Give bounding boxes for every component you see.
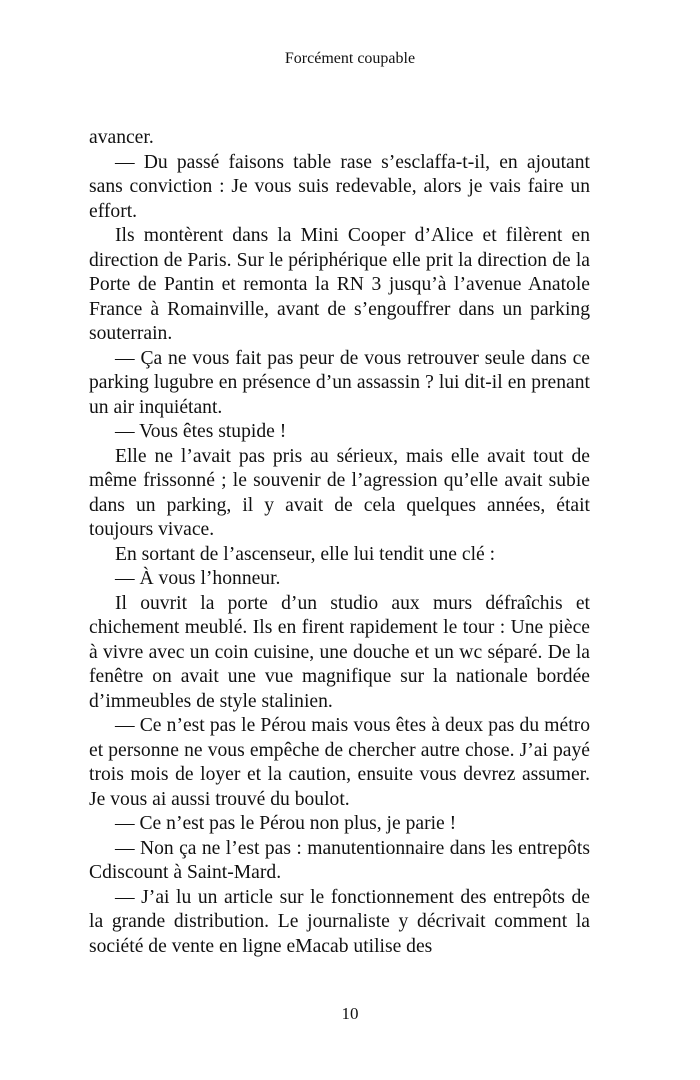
paragraph: — Vous êtes stupide !: [115, 421, 287, 442]
paragraph: — Du passé faisons table rase s’esclaffa-t-il, en ajoutant sans conviction : Je vous suis redevable, alors je vais faire un effort.: [89, 151, 590, 222]
paragraph: — J’ai lu un article sur le fonctionnement des entrepôts de la grande distribution. Le journaliste y décrivait comment la société de vente en ligne eMacab utilise des: [89, 886, 590, 957]
body-text: [89, 126, 590, 959]
running-title: Forcément coupable: [284, 50, 416, 67]
paragraph: — Non ça ne l’est pas : manutentionnaire dans les entrepôts Cdiscount à Saint-Mard.: [89, 837, 590, 883]
paragraph: — Ce n’est pas le Pérou mais vous êtes à deux pas du métro et personne ne vous empêche de chercher autre chose. J’ai payé trois mois de loyer et la caution, ensuite vous devrez assumer. Je vous ai aussi trouvé du boulot.: [89, 715, 590, 810]
paragraph: Elle ne l’avait pas pris au sérieux, mais elle avait tout de même frissonné ; le souvenir de l’agression qu’elle avait subie dans un parking, il y avait de cela quelques années, était toujours vivace.: [89, 445, 590, 540]
paragraph: — Ce n’est pas le Pérou non plus, je parie !: [115, 813, 457, 834]
paragraph: avancer.: [89, 127, 154, 148]
paragraph: Il ouvrit la porte d’un studio aux murs défraîchis et chichement meublé. Ils en firent rapidement le tour : Une pièce à vivre avec un coin cuisine, une douche et un wc séparé. De la fenêtre on avait une vue magnifique sur la nationale bordée d’immeubles de style stalinien.: [89, 592, 590, 712]
page-number: 10: [341, 1004, 359, 1023]
paragraph: Ils montèrent dans la Mini Cooper d’Alice et filèrent en direction de Paris. Sur le périphérique elle prit la direction de la Porte de Pantin et remonta la RN 3 jusqu’à l’avenue Anatole France à Romainville, avant de s’engouffrer dans un parking souterrain.: [89, 225, 590, 344]
paragraph: — Ça ne vous fait pas peur de vous retrouver seule dans ce parking lugubre en présence d’un assassin ? lui dit-il en prenant un air inquiétant.: [89, 347, 590, 418]
paragraph: En sortant de l’ascenseur, elle lui tendit une clé :: [115, 543, 496, 565]
paragraph: — À vous l’honneur.: [115, 568, 281, 589]
